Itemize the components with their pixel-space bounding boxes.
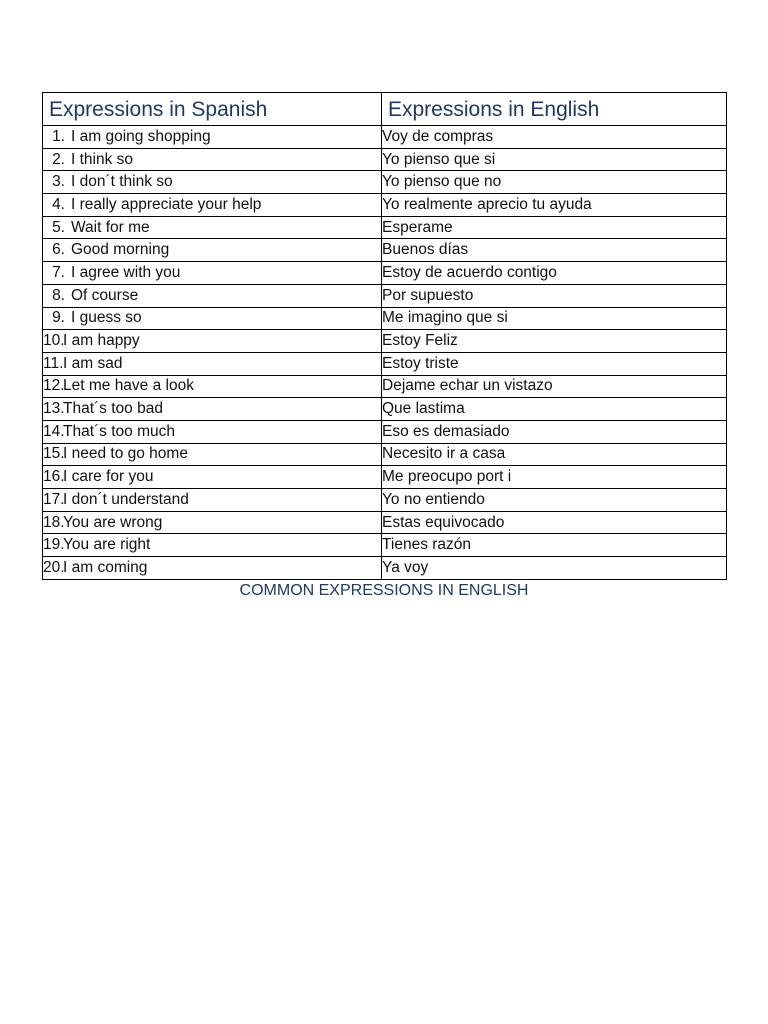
- english-expression: Esperame: [382, 216, 727, 239]
- spanish-cell: [43, 466, 382, 489]
- english-expression: Estoy de acuerdo contigo: [382, 262, 727, 285]
- document-caption: COMMON EXPRESSIONS IN ENGLISH: [239, 582, 529, 599]
- english-expression: Tienes razón: [382, 534, 727, 557]
- row-number: 18.: [43, 513, 65, 531]
- row-number: 16.: [43, 468, 65, 486]
- table-row: [43, 398, 727, 421]
- row-number: 13.: [43, 400, 65, 418]
- table-row: [43, 489, 727, 512]
- table-row: [43, 330, 727, 353]
- spanish-cell: [43, 216, 382, 239]
- spanish-expression: I care for you: [63, 468, 154, 486]
- spanish-expression: I agree with you: [71, 263, 181, 281]
- english-expression: Estoy triste: [382, 352, 727, 375]
- row-number: 6.: [52, 241, 65, 259]
- spanish-expression: That´s too much: [63, 422, 175, 440]
- spanish-cell: [43, 398, 382, 421]
- header-english: Expressions in English: [382, 93, 727, 126]
- english-expression: Dejame echar un vistazo: [382, 375, 727, 398]
- table-row: [43, 511, 727, 534]
- table-row: [43, 375, 727, 398]
- row-number: 8.: [52, 286, 65, 304]
- spanish-cell: [43, 352, 382, 375]
- spanish-cell: [43, 443, 382, 466]
- spanish-expression: I am happy: [63, 332, 140, 350]
- row-number: 3.: [52, 173, 65, 191]
- table-row: [43, 262, 727, 285]
- header-spanish: Expressions in Spanish: [43, 93, 382, 126]
- english-expression: Yo no entiendo: [382, 489, 727, 512]
- spanish-expression: I am sad: [63, 354, 123, 372]
- spanish-expression: I don´t understand: [63, 490, 189, 508]
- table-row: [43, 352, 727, 375]
- spanish-cell: [43, 284, 382, 307]
- spanish-expression: Good morning: [71, 241, 170, 259]
- english-expression: Yo pienso que si: [382, 148, 727, 171]
- spanish-expression: Of course: [71, 286, 139, 304]
- english-expression: Me preocupo port i: [382, 466, 727, 489]
- table-row: [43, 194, 727, 217]
- spanish-cell: [43, 330, 382, 353]
- spanish-expression: I don´t think so: [71, 173, 173, 191]
- english-expression: Estoy Feliz: [382, 330, 727, 353]
- spanish-expression: I am coming: [63, 558, 148, 576]
- english-expression: Yo pienso que no: [382, 171, 727, 194]
- table-row: [43, 534, 727, 557]
- spanish-cell: [43, 239, 382, 262]
- table-row: [43, 126, 727, 149]
- english-expression: Necesito ir a casa: [382, 443, 727, 466]
- row-number: 12.: [43, 377, 65, 395]
- spanish-cell: [43, 420, 382, 443]
- spanish-cell: [43, 489, 382, 512]
- table-row: [43, 216, 727, 239]
- table-row: [43, 148, 727, 171]
- table-row: [43, 466, 727, 489]
- row-number: 7.: [52, 263, 65, 281]
- english-expression: Voy de compras: [382, 126, 727, 149]
- spanish-expression: Let me have a look: [63, 377, 194, 395]
- spanish-expression: That´s too bad: [63, 400, 163, 418]
- spanish-cell: [43, 262, 382, 285]
- row-number: 5.: [52, 218, 65, 236]
- spanish-expression: You are wrong: [63, 513, 163, 531]
- spanish-cell: [43, 171, 382, 194]
- row-number: 15.: [43, 445, 65, 463]
- table-row: [43, 284, 727, 307]
- spanish-expression: Wait for me: [71, 218, 150, 236]
- spanish-expression: You are right: [63, 536, 151, 554]
- table-row: [43, 307, 727, 330]
- spanish-cell: [43, 307, 382, 330]
- spanish-expression: I am going shopping: [71, 127, 211, 145]
- english-expression: Me imagino que si: [382, 307, 727, 330]
- row-number: 17.: [43, 490, 65, 508]
- english-expression: Por supuesto: [382, 284, 727, 307]
- spanish-cell: [43, 194, 382, 217]
- english-expression: Ya voy: [382, 557, 727, 580]
- table-row: [43, 171, 727, 194]
- row-number: 14.: [43, 422, 65, 440]
- table-row: [43, 443, 727, 466]
- row-number: 10.: [43, 332, 65, 350]
- spanish-expression: I really appreciate your help: [71, 195, 262, 213]
- spanish-expression: I need to go home: [63, 445, 188, 463]
- row-number: 9.: [52, 309, 65, 327]
- row-number: 1.: [52, 127, 65, 145]
- row-number: 19.: [43, 536, 65, 554]
- expressions-table: [42, 92, 727, 580]
- spanish-cell: [43, 511, 382, 534]
- english-expression: Eso es demasiado: [382, 420, 727, 443]
- row-number: 20.: [43, 558, 65, 576]
- spanish-cell: [43, 375, 382, 398]
- table-row: [43, 557, 727, 580]
- table-row: [43, 239, 727, 262]
- spanish-cell: [43, 148, 382, 171]
- spanish-expression: I think so: [71, 150, 134, 168]
- table-header-row: [43, 93, 727, 126]
- spanish-cell: [43, 126, 382, 149]
- spanish-cell: [43, 557, 382, 580]
- spanish-expression: I guess so: [71, 309, 142, 327]
- row-number: 11.: [43, 354, 64, 372]
- english-expression: Que lastima: [382, 398, 727, 421]
- spanish-cell: [43, 534, 382, 557]
- table-row: [43, 420, 727, 443]
- row-number: 4.: [52, 195, 65, 213]
- english-expression: Estas equivocado: [382, 511, 727, 534]
- english-expression: Yo realmente aprecio tu ayuda: [382, 194, 727, 217]
- row-number: 2.: [52, 150, 65, 168]
- english-expression: Buenos días: [382, 239, 727, 262]
